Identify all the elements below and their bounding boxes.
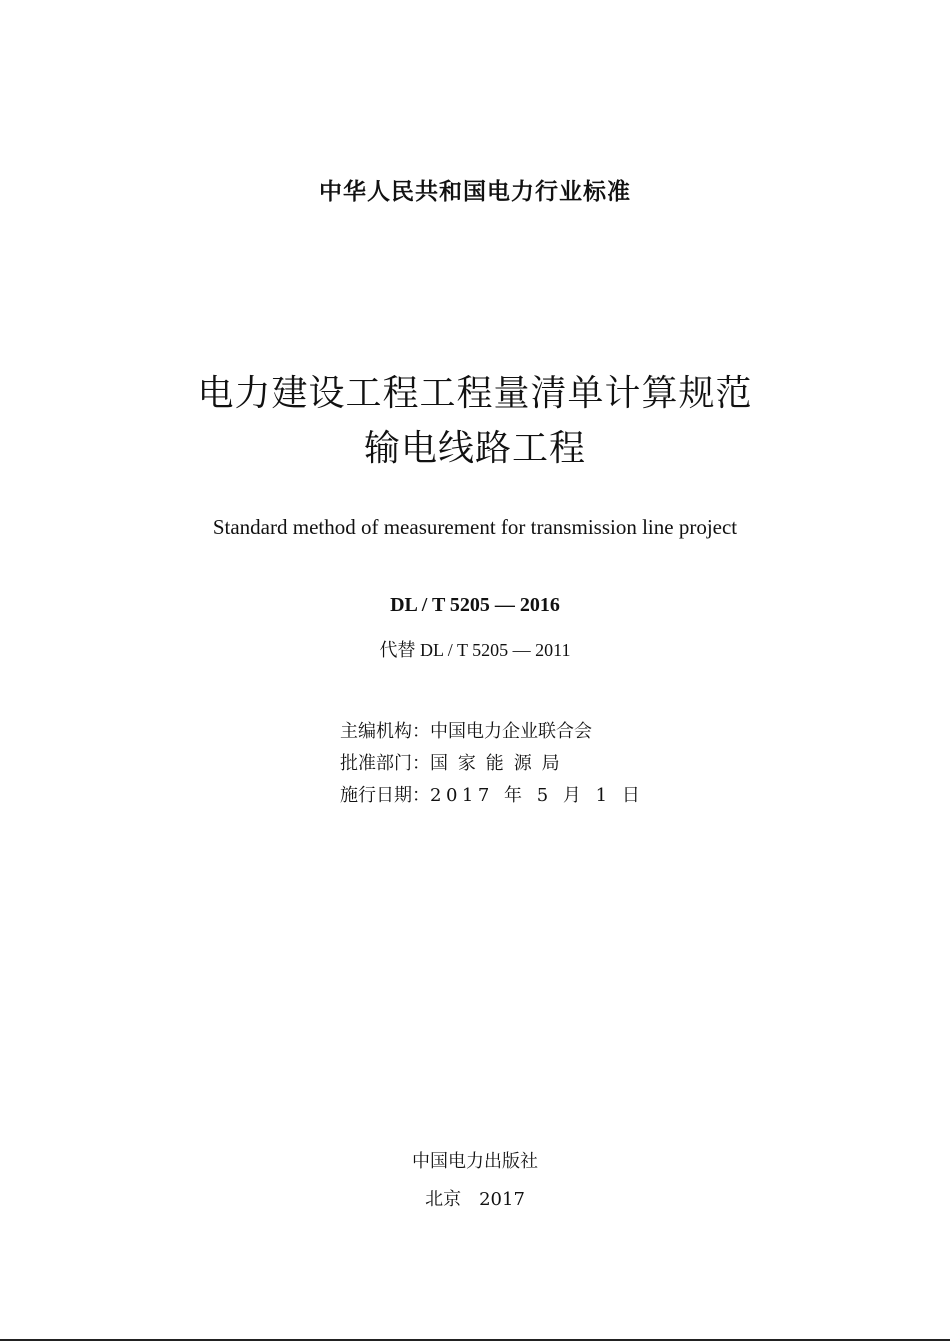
editor-label: 主编机构： — [340, 721, 430, 742]
standard-category-heading: 中华人民共和国电力行业标准 — [319, 179, 631, 205]
editor-value: 中国电力企业联合会 — [430, 721, 592, 742]
publisher-name: 中国电力出版社 — [412, 1151, 538, 1172]
document-subtitle: 输电线路工程 — [363, 428, 586, 469]
issuance-info — [340, 716, 644, 812]
approver-row — [340, 748, 644, 780]
effective-date-label: 施行日期： — [340, 785, 430, 806]
editor-row — [340, 716, 644, 748]
replaced-standard: 代替 DL / T 5205 — 2011 — [379, 640, 571, 660]
approver-label: 批准部门： — [340, 753, 430, 774]
standard-code: DL / T 5205 — 2016 — [390, 594, 560, 616]
document-title: 电力建设工程工程量清单计算规范 — [197, 373, 753, 414]
approver-value: 国家能源局 — [430, 753, 570, 774]
english-title: Standard method of measurement for transmission line project — [212, 515, 738, 539]
effective-date-value: 2017 年 5 月 1 日 — [430, 785, 645, 806]
page-bottom-rule — [0, 1339, 950, 1341]
publication-place-year: 北京 2017 — [425, 1189, 525, 1210]
effective-date-row — [340, 780, 644, 812]
